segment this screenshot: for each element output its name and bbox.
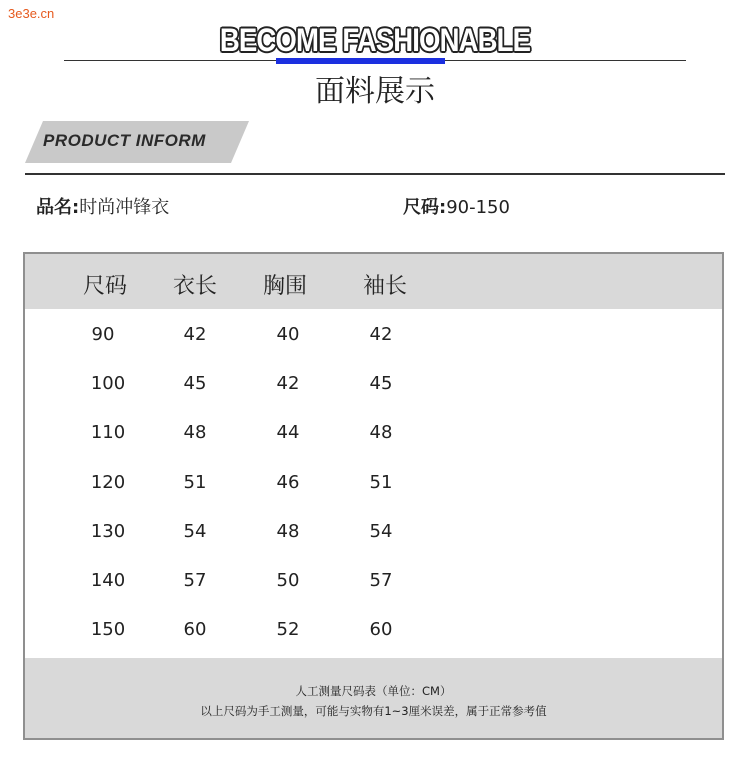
table-cell: 48 [183,422,207,443]
table-cell: 50 [276,570,300,591]
table-cell: 60 [369,619,393,640]
table-cell: 100 [90,373,126,394]
banner-subtitle: 面料展示 [315,74,435,109]
size-table [23,252,724,740]
table-cell: 140 [90,570,126,591]
table-cell: 46 [276,472,300,493]
table-cell: 42 [276,373,300,394]
table-cell: 51 [183,472,207,493]
table-cell: 54 [369,521,393,542]
table-cell: 45 [369,373,393,394]
table-cell: 42 [369,324,393,345]
table-cell: 57 [369,570,393,591]
table-cell: 120 [90,472,126,493]
size-range-info [403,193,510,219]
header-chest: 胸围 [262,274,307,299]
table-cell: 130 [90,521,126,542]
size-table-footer [25,658,722,738]
product-name-info [36,193,169,219]
section-tag-label: PRODUCT INFORM [43,131,206,150]
table-cell: 48 [369,422,393,443]
table-cell: 60 [183,619,207,640]
table-cell: 48 [276,521,300,542]
watermark-text: 3e3e.cn [8,6,55,21]
table-cell: 57 [183,570,207,591]
table-cell: 150 [90,619,126,640]
product-name-value: 时尚冲锋衣 [79,197,170,218]
measurement-disclaimer: 以上尺码为手工测量，可能与实物有1~3厘米误差，属于正常参考值 [200,704,547,718]
size-range-value: 90-150 [446,197,510,218]
table-cell: 44 [276,422,300,443]
header-size: 尺码 [82,274,127,299]
header-sleeve: 袖长 [362,274,407,299]
size-table-header [25,254,722,309]
table-cell: 45 [183,373,207,394]
section-divider [25,173,725,175]
measurement-unit-note: 人工测量尺码表（单位：CM） [295,684,452,698]
table-cell: 51 [369,472,393,493]
table-cell: 90 [91,324,115,345]
banner-title: BECOME FASHIONABLE [219,22,531,58]
banner-accent-bar [276,58,445,64]
table-cell: 54 [183,521,207,542]
product-name-label: 品名: [36,197,80,218]
table-cell: 40 [276,324,300,345]
table-cell: 52 [276,619,300,640]
header-length: 衣长 [172,274,217,299]
table-cell: 110 [90,422,126,443]
table-cell: 42 [183,324,207,345]
size-range-label: 尺码: [403,197,447,218]
